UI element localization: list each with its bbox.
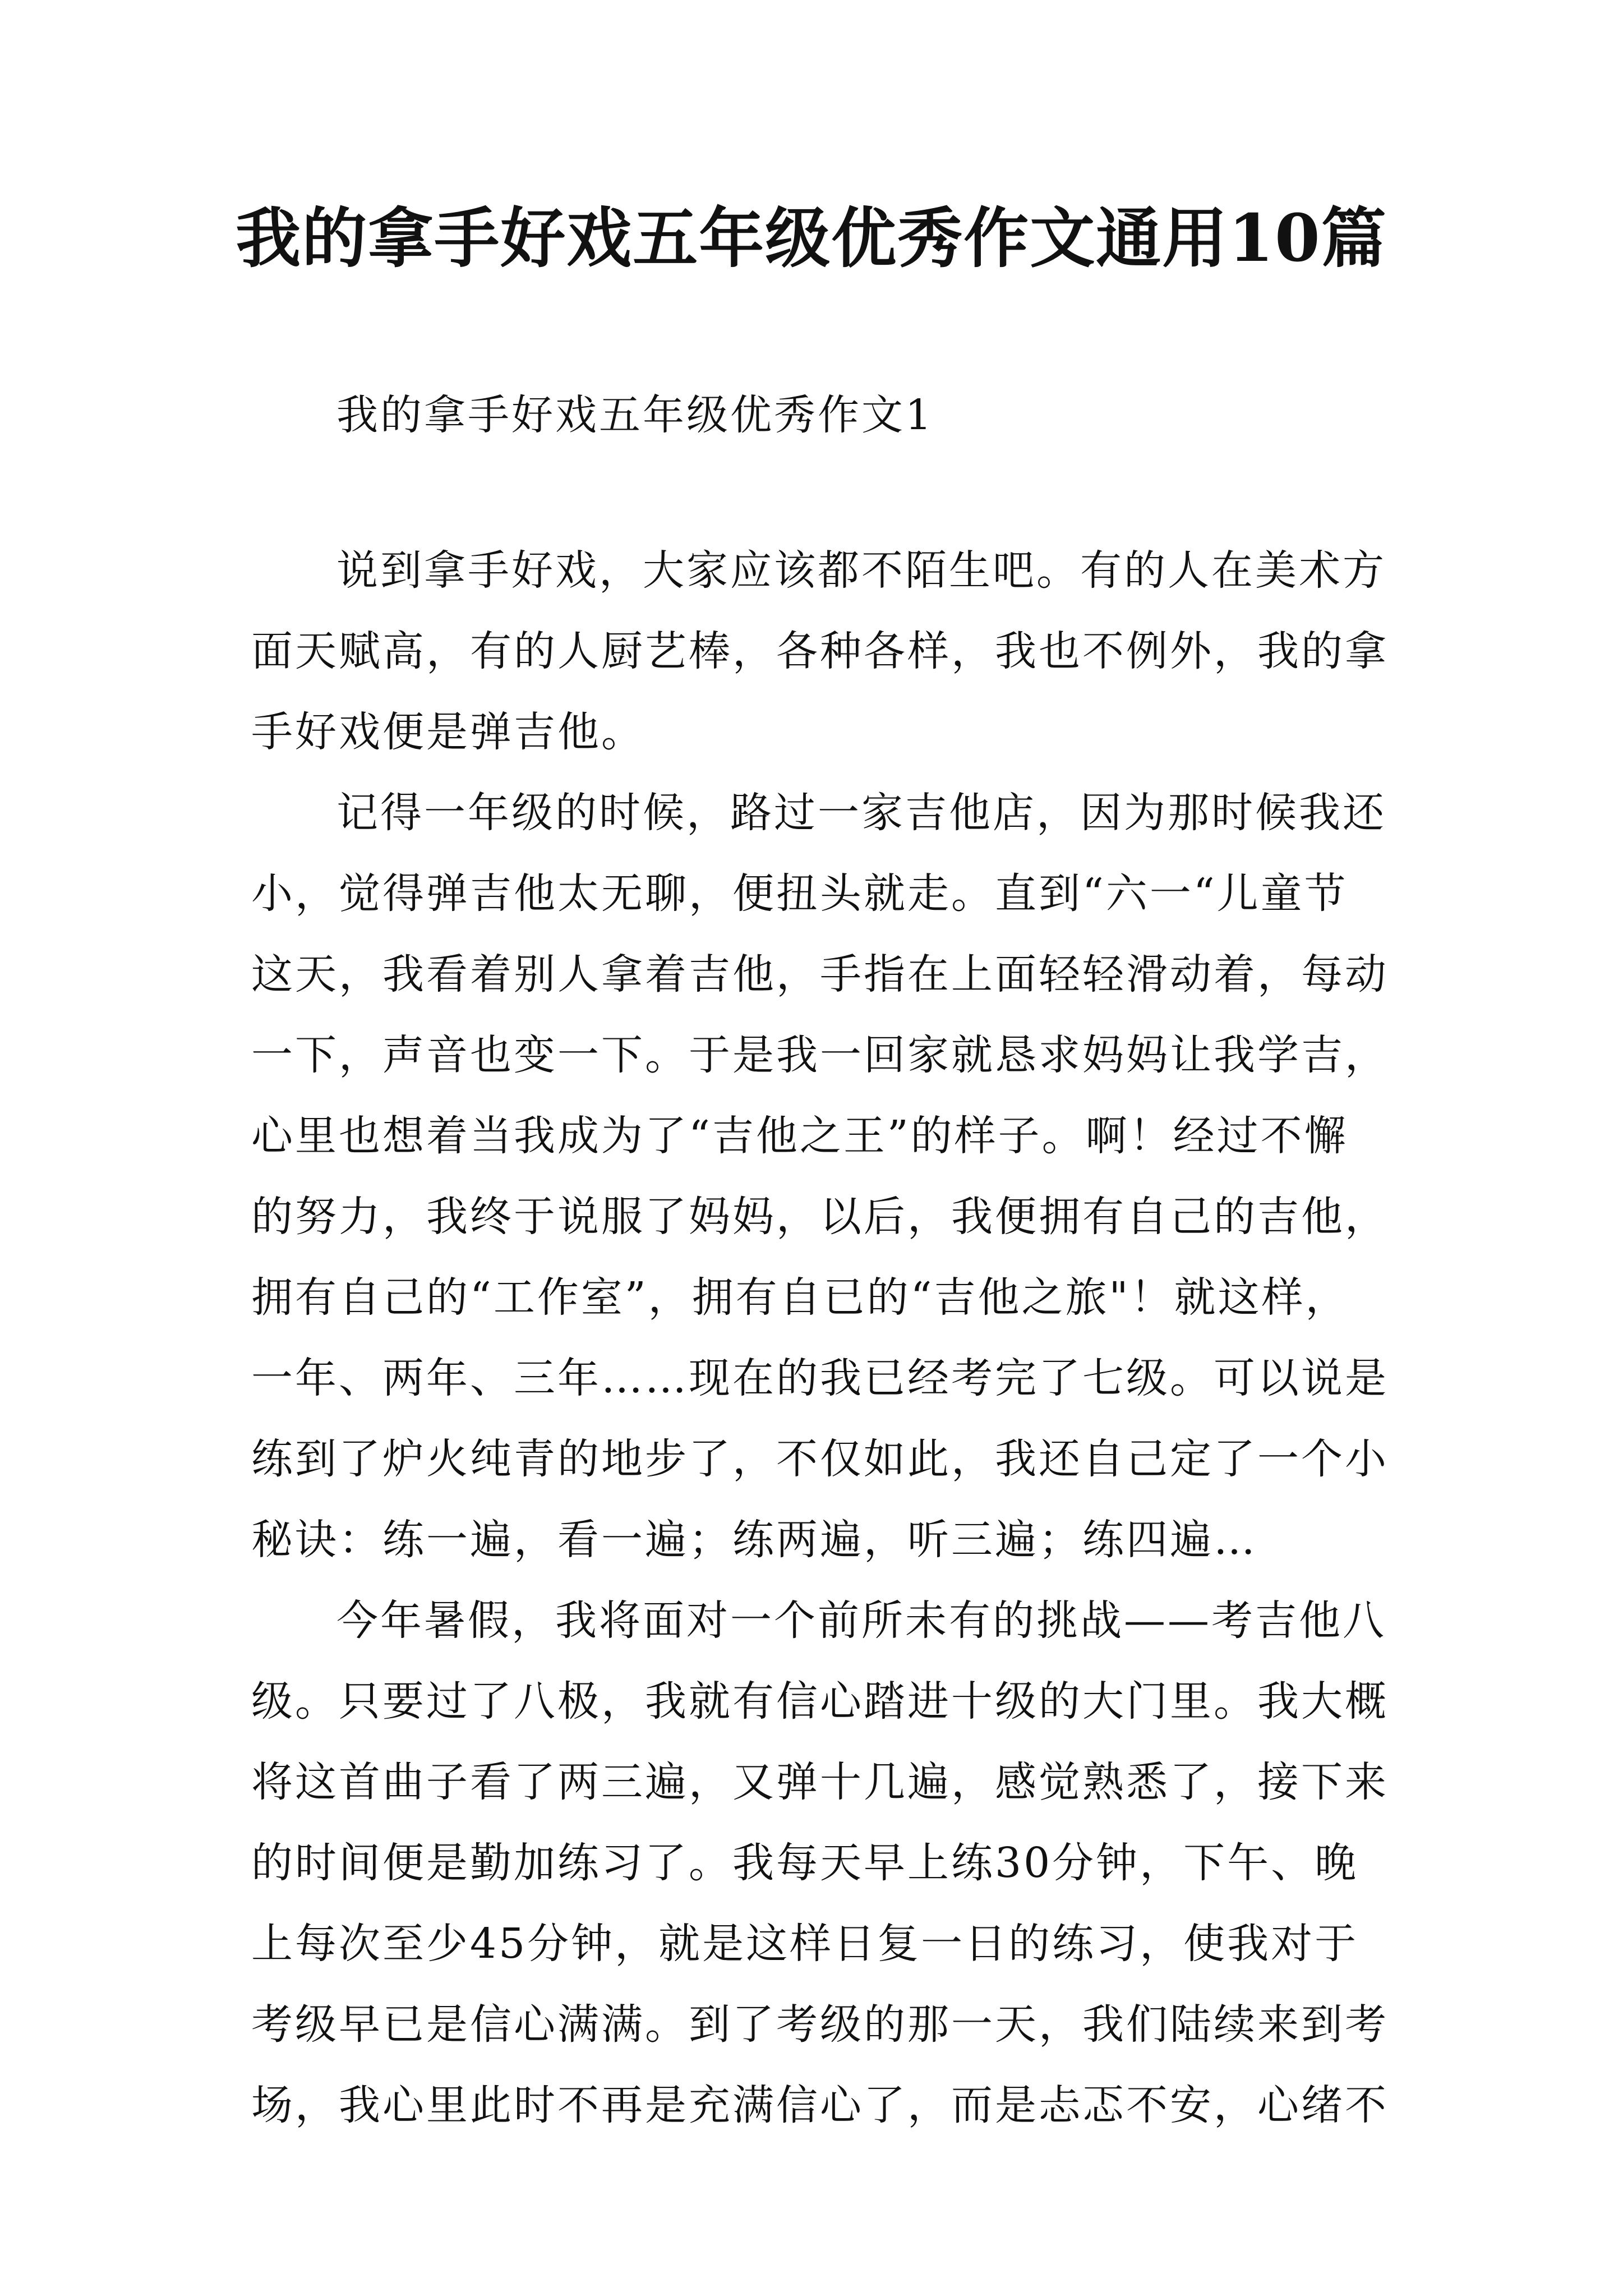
text-line: 拥有自己的“工作室”，拥有自已的“吉他之旅"！就这样，: [251, 1273, 1349, 1322]
text-line: 场，我心里此时不再是充满信心了，而是忐忑不安，心绪不: [251, 2081, 1389, 2129]
text-line: 秘诀：练一遍，看一遍；练两遍，听三遍；练四遍…: [251, 1516, 1257, 1564]
text-line: 面天赋高，有的人厨艺棒，各种各样，我也不例外，我的拿: [251, 627, 1389, 675]
text-line: 一年、两年、三年……现在的我已经考完了七级。可以说是: [251, 1354, 1389, 1402]
text-line: 这天，我看着别人拿着吉他，手指在上面轻轻滑动着，每动: [251, 950, 1389, 999]
text-line: 小，觉得弹吉他太无聊，便扭头就走。直到“六一“儿童节: [251, 869, 1348, 918]
text-line: 练到了炉火纯青的地步了，不仅如此，我还自己定了一个小: [251, 1435, 1389, 1483]
text-line: 手好戏便是弹吉他。: [251, 708, 645, 756]
text-line: 考级早已是信心满满。到了考级的那一天，我们陆续来到考: [251, 2000, 1389, 2049]
text-line: 今年暑假，我将面对一个前所未有的挑战——考吉他八: [336, 1596, 1386, 1645]
essay-heading: 我的拿手好戏五年级优秀作文1: [336, 391, 934, 439]
text-line: 的时间便是勤加练习了。我每天早上练30分钟，下午、晚: [251, 1839, 1359, 1887]
text-line: 的努力，我终于说服了妈妈，以后，我便拥有自己的吉他，: [251, 1193, 1389, 1241]
essay-body: [251, 530, 1389, 2146]
text-line: 说到拿手好戏，大家应该都不陌生吧。有的人在美术方: [336, 546, 1386, 595]
text-line: 上每次至少45分钟，就是这样日复一日的练习，使我对于: [251, 1920, 1359, 1968]
text-line: 将这首曲子看了两三遍，又弹十几遍，感觉熟悉了，接下来: [251, 1758, 1389, 1806]
text-line: 级。只要过了八极，我就有信心踏进十级的大门里。我大概: [251, 1677, 1389, 1726]
text-line: 记得一年级的时候，路过一家吉他店，因为那时候我还: [336, 789, 1386, 837]
text-line: 心里也想着当我成为了“吉他之王”的样子。啊！经过不懈: [251, 1112, 1348, 1160]
text-line: 一下，声音也变一下。于是我一回家就恳求妈妈让我学吉，: [251, 1031, 1389, 1079]
document-title: 我的拿手好戏五年级优秀作文通用10篇: [236, 200, 1387, 277]
